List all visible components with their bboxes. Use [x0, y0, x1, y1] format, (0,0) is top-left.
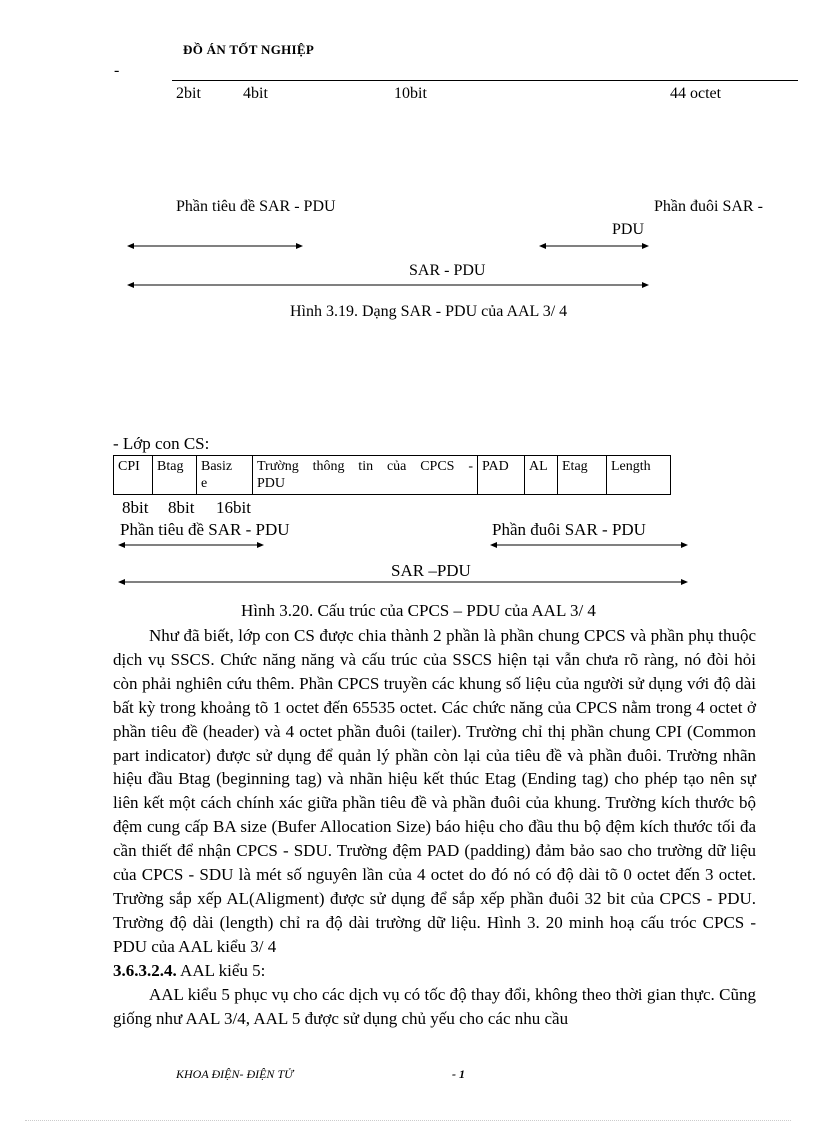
- fig319-header-arrow: [127, 242, 303, 250]
- fig319-trailer-label-line2: PDU: [612, 221, 645, 238]
- cpcs-pdu-structure-table: [113, 455, 671, 495]
- field-info-line1: Trường thông tin của CPCS -: [257, 459, 473, 474]
- field-etag: Etag: [558, 456, 607, 495]
- fig319-field-size-4: 44 octet: [670, 85, 722, 102]
- fig320-bit-size-1: 8bit: [122, 498, 149, 517]
- field-btag: Btag: [153, 456, 197, 495]
- header-rule: [172, 80, 798, 81]
- field-length: Length: [607, 456, 671, 495]
- fig320-caption: Hình 3.20. Cấu trúc của CPCS – PDU của AAL 3/ 4: [241, 601, 596, 620]
- field-basize: [197, 456, 253, 495]
- field-al: AL: [525, 456, 558, 495]
- fig320-sar-pdu-arrow: [118, 578, 688, 586]
- fig319-field-size-2: 4bit: [243, 85, 268, 102]
- cpcs-fields-row: [114, 456, 671, 495]
- fig320-trailer-arrow: [490, 541, 688, 549]
- field-basize-line1: Basiz: [201, 459, 233, 474]
- field-info-line2: PDU: [257, 476, 286, 491]
- fig319-header-label: Phần tiêu đề SAR - PDU: [176, 198, 336, 215]
- fig320-sar-pdu-label: SAR –PDU: [391, 561, 471, 580]
- fig320-bit-size-3: 16bit: [216, 498, 251, 517]
- fig320-intro: - Lớp con CS:: [113, 434, 210, 453]
- fig319-field-size-3: 10bit: [394, 85, 427, 102]
- field-cpi: CPI: [114, 456, 153, 495]
- body-paragraph-2: AAL kiểu 5 phục vụ cho các dịch vụ có tốc độ thay đổi, không theo thời gian thực. Cũng giống như AAL 3/4, AAL 5 được sử dụng chủ yếu cho các nhu cầu: [113, 984, 756, 1028]
- margin-mark: -: [114, 62, 120, 79]
- fig320-header-label: Phần tiêu đề SAR - PDU: [120, 520, 290, 539]
- field-info: [253, 456, 478, 495]
- field-pad: PAD: [478, 456, 525, 495]
- field-basize-line2: e: [201, 476, 208, 491]
- section-title: AAL kiểu 5:: [176, 960, 266, 980]
- fig319-sar-pdu-label: SAR - PDU: [409, 262, 486, 279]
- fig320-bit-size-2: 8bit: [168, 498, 195, 517]
- page-header-title: ĐỒ ÁN TỐT NGHIỆP: [183, 42, 315, 57]
- fig319-trailer-label-line1: Phần đuôi SAR -: [654, 198, 763, 215]
- footer-page-number: - 1: [452, 1067, 465, 1081]
- fig320-trailer-label: Phần đuôi SAR - PDU: [492, 520, 646, 539]
- section-number: 3.6.3.2.4.: [113, 960, 177, 980]
- fig320-header-arrow: [118, 541, 264, 549]
- page-bottom-divider: [25, 1120, 791, 1121]
- section-heading: [113, 959, 756, 983]
- body-paragraph-1: Như đã biết, lớp con CS được chia thành 2 phần là phần chung CPCS và phần phụ thuộc dịch vụ SSCS. Chức năng năng và cấu trúc của SSCS hiện tại vẫn chưa rõ ràng, nó đòi hỏi còn phải nghiên cứu thêm. Phần CPCS truyền các khung số liệu của người sử dụng với độ dài bất kỳ trong khoảng tõ 1 octet đến 65535 octet. Các chức năng của CPCS nằm trong 4 octet ở phần tiêu đề (header) và 4 octet phần đuôi (tailer). Trường chỉ thị phần chung CPI (Common part indicator) được sử dụng để quản lý phần còn lại của tiêu đề và phần đuôi. Trường nhãn hiệu đầu Btag (beginning tag) và nhãn hiệu kết thúc Etag (Ending tag) cho phép tạo nên sự liên kết một cách chính xác giữa phần tiêu đề và phần đuôi của khung. Trường kích thước bộ đệm cung cấp BA size (Bufer Allocation Size) báo hiệu cho đầu thu bộ đệm kích thước tối đa cần thiết để nhận CPCS - SDU. Trường đệm PAD (padding) đảm bảo sao cho trường dữ liệu của CPCS - SDU là mét số nguyên lần của 4 octet do đó nó có độ dài tõ 0 octet đến 3 octet. Trường sắp xếp AL(Aligment) được sử dụng để sắp xếp phần đuôi 32 bit của CPCS - PDU. Trường độ dài (length) chỉ ra độ dài trường dữ liệu. Hình 3. 20 minh hoạ cấu tróc CPCS - PDU của AAL kiểu 3/ 4: [113, 626, 756, 956]
- body-text: [113, 624, 756, 1030]
- fig319-caption: Hình 3.19. Dạng SAR - PDU của AAL 3/ 4: [290, 303, 568, 320]
- fig319-trailer-arrow: [539, 242, 649, 250]
- fig319-field-size-1: 2bit: [176, 85, 201, 102]
- fig319-sar-pdu-arrow: [127, 281, 649, 289]
- footer-department: KHOA ĐIỆN- ĐIỆN TỬ: [176, 1067, 294, 1081]
